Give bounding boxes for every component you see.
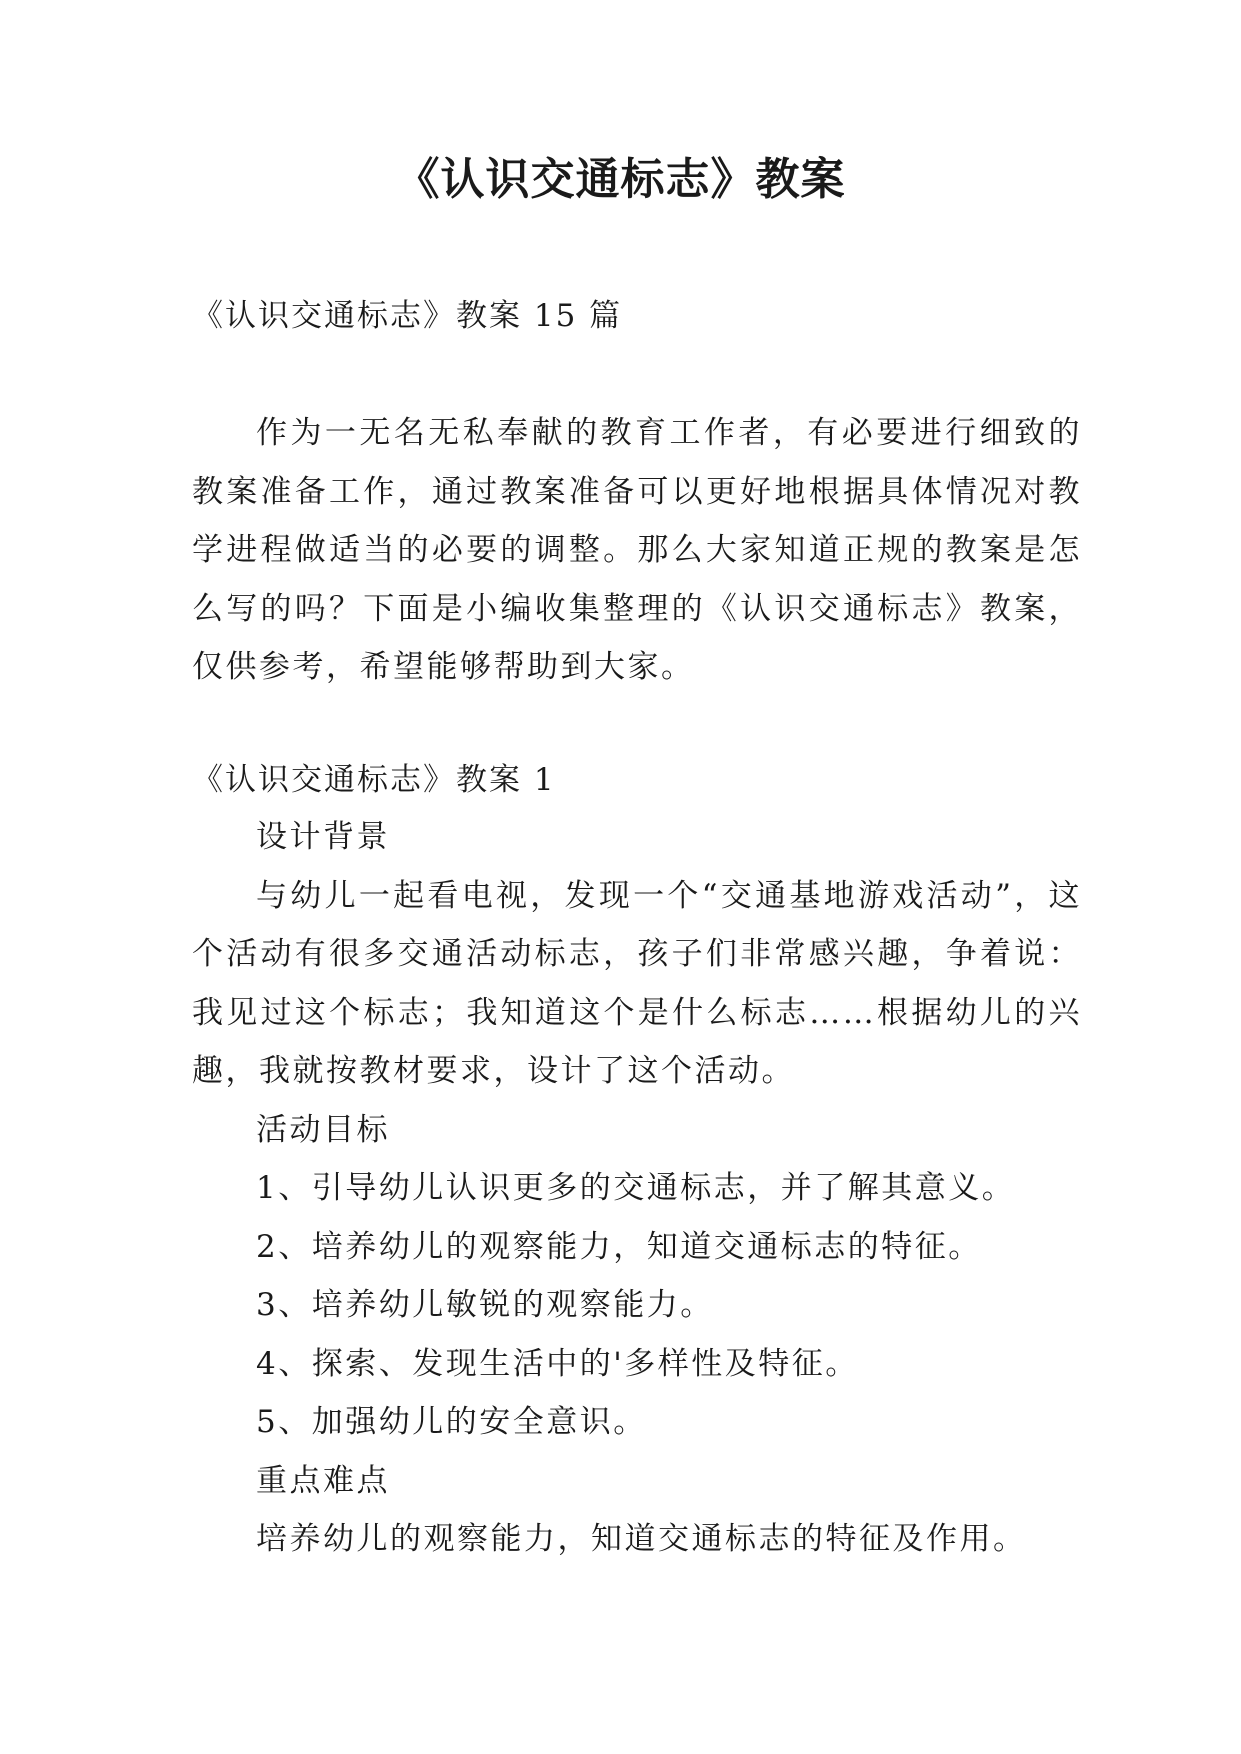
goal-item: 4、探索、发现生活中的'多样性及特征。 [256, 1345, 859, 1382]
goal-item: 5、加强幼儿的安全意识。 [256, 1404, 647, 1440]
goal-item: 1、引导幼儿认识更多的交通标志，并了解其意义。 [256, 1170, 1016, 1206]
design-background-text: 与幼儿一起看电视，发现一个“交通基地游戏活动”，这个活动有很多交通活动标志，孩子们非常感兴趣，争着说：我见过这个标志；我知道这个是什么标志……根据幼儿的兴趣，我就按教材要求，设计了这个活动。 [192, 877, 1082, 1089]
key-points-label: 重点难点 [256, 1462, 390, 1499]
goal-item: 2、培养幼儿的观察能力，知道交通标志的特征。 [256, 1228, 982, 1265]
section-heading: 《认识交通标志》教案 1 [192, 762, 556, 798]
intro-paragraph: 作为一无名无私奉献的教育工作者，有必要进行细致的教案准备工作，通过教案准备可以更好地根据具体情况对教学进程做适当的必要的调整。那么大家知道正规的教案是怎么写的吗？下面是小编收集整理的《认识交通标志》教案，仅供参考，希望能够帮助到大家。 [192, 415, 1082, 685]
document-subtitle: 《认识交通标志》教案 15 篇 [192, 298, 623, 334]
goal-item: 3、培养幼儿敏锐的观察能力。 [256, 1287, 714, 1323]
goals-label: 活动目标 [256, 1111, 390, 1148]
design-background-label: 设计背景 [256, 819, 390, 855]
document-title: 《认识交通标志》教案 [395, 154, 846, 205]
key-points-text: 培养幼儿的观察能力，知道交通标志的特征及作用。 [256, 1521, 1027, 1557]
section-body [192, 808, 1082, 1569]
